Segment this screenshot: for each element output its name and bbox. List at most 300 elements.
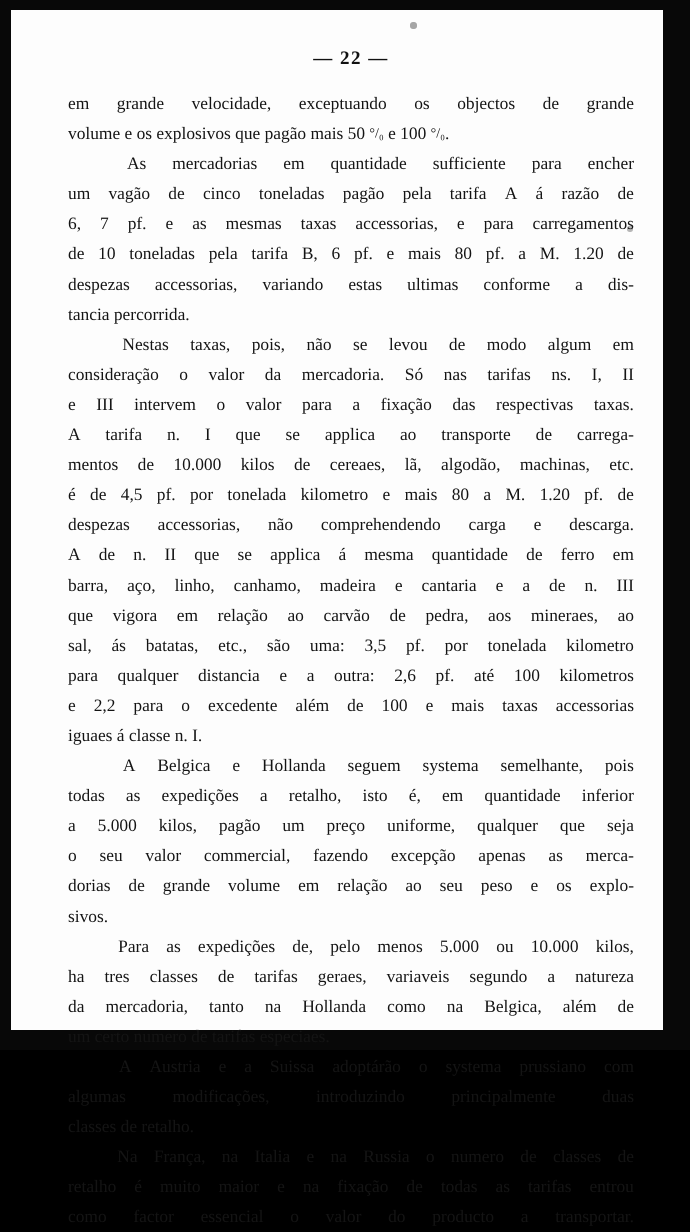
word: A [504,183,518,204]
word: é [134,1176,143,1197]
word: e [218,1056,227,1076]
word: o [68,845,77,866]
word: merca- [585,845,634,866]
word: introduzindo [315,1086,405,1107]
word: entrou [589,1176,634,1197]
word: de [137,454,155,475]
word: Hollanda [261,755,326,776]
word: tonelada [227,484,287,505]
word: quantidade [330,153,407,174]
paragraph [68,931,634,1051]
word: e [279,664,288,685]
word: grande [162,875,211,896]
word: canhamo, [233,574,301,595]
word: na [302,1176,320,1197]
word: despezas [68,514,130,535]
word: de [617,243,634,264]
word: cantaria [421,574,477,595]
word: conforme [483,273,551,294]
word: e [495,574,504,595]
word: 7 [100,213,109,234]
word: a [575,273,583,294]
word: tres [104,965,130,986]
word: na [221,1146,239,1167]
word: transporte [441,424,511,445]
word: toneladas [129,243,195,264]
word: sal, [68,634,92,655]
word: producto [432,1206,495,1227]
paragraph-indent [68,148,101,178]
word: kilometro [566,634,634,655]
word: os [556,875,572,896]
word: 6, [68,213,82,234]
word: velocidade, [191,93,272,113]
word: tarifas [487,363,531,384]
word: encher [587,153,634,174]
word: accessorias [555,694,634,715]
word: dis- [607,273,634,294]
word: consideração [68,363,159,384]
word: volume e os explosivos que pagão mais 50 °/₀ e 100 °/₀. [68,123,450,144]
word: modo [486,333,527,354]
word: levou [388,333,428,354]
word: em [612,544,634,565]
word: quantidade [431,544,509,565]
text-line [68,1141,634,1171]
word: kilometro [300,484,369,505]
word: mais [408,243,441,264]
word: principalmente [451,1086,556,1107]
text-line [68,238,634,268]
word: natureza [575,965,634,986]
word: grande [586,93,634,113]
word: 1.20 [573,243,604,264]
word: semelhante, [500,755,584,776]
word: de [542,93,560,113]
word: a [306,664,315,685]
word: aos [488,604,512,625]
word: ferro [560,544,595,565]
paragraph [68,1051,634,1141]
word: de [293,454,311,475]
word: mais [404,484,438,505]
word: adoptárão [332,1056,401,1076]
text-line [68,148,634,178]
word: não [306,333,332,354]
text-line [68,208,634,238]
word: estas [348,273,383,294]
word: seja [606,815,634,836]
word: os [414,93,430,113]
word: isto [362,785,388,806]
page-number: — 22 — [313,48,389,69]
word: do [388,1206,406,1227]
text-line [68,1021,634,1051]
word: tarifas [254,965,298,986]
text-line [68,901,634,931]
word: quantidade [484,785,561,806]
word: mineraes, [530,604,598,625]
word: França, [153,1146,206,1167]
word: transportar. [555,1206,634,1227]
word: carga [468,514,506,535]
word: para [133,694,164,715]
word: ao [287,604,304,625]
word: carrega- [576,424,634,445]
word: retalho, [288,785,342,806]
word: de, [292,935,314,956]
percent-sign: °/₀ [430,126,445,142]
word: ultimas [407,273,459,294]
word: são [266,634,291,655]
word: n. [584,574,598,595]
word: como [387,995,426,1016]
text-line [68,1171,634,1201]
word: mercadoria. [301,363,385,384]
word: expedições [161,785,239,806]
word: barra, [68,574,109,595]
word: um [68,183,91,204]
text-line [68,870,634,900]
word: Hollanda [302,995,367,1016]
word: pf. [127,213,147,234]
word: ao [405,875,422,896]
word: expedições [197,935,276,956]
word: variando [262,273,324,294]
word: As [126,153,147,174]
word: e [456,213,465,234]
word: fixação [380,393,432,414]
word: e [425,694,434,715]
word: é, [408,785,421,806]
word: A [118,1056,132,1076]
word: applica [270,544,321,565]
word: ao [399,424,417,445]
text-line [68,570,634,600]
word: 2,2 [93,694,116,715]
word: lã, [404,454,422,475]
word: á [535,183,544,204]
word: M. [539,243,560,264]
word: de [168,183,185,204]
word: Belgica [157,755,211,776]
word: pf. [485,243,505,264]
word: da [264,363,282,384]
word: de [389,604,406,625]
word: pf. [584,484,604,505]
word: factor [133,1206,174,1227]
word: a [518,243,527,264]
word: o [179,363,188,384]
word: para [301,393,332,414]
text-line [68,780,634,810]
word: muito [160,1176,201,1197]
word: ás [111,634,126,655]
word: valor [145,845,182,866]
word: etc., [218,634,248,655]
word: aço, [127,574,156,595]
word: peso [480,875,513,896]
word: Austria [149,1056,201,1076]
word: distancia [197,664,260,685]
word: III [96,393,114,414]
word: prussiano [519,1056,587,1076]
text-line [68,750,634,780]
word: III [616,574,634,595]
word: de [535,424,553,445]
word: e [533,514,542,535]
word: nas [443,363,467,384]
word: batatas, [145,634,199,655]
word: a [547,965,556,986]
word: em [441,785,464,806]
text-line [68,600,634,630]
paragraph [68,1141,634,1231]
word: M. [505,484,526,505]
text-block [68,10,634,1227]
word: pedra, [425,604,469,625]
word: despezas [68,273,130,294]
text-line [68,1111,634,1141]
word: A [68,544,81,565]
text-line [68,810,634,840]
word: se [237,544,252,565]
word: ns. [551,363,572,384]
word: de [617,183,634,204]
word: ha [68,965,85,986]
word: pagão [218,815,261,836]
paragraph-indent [68,1051,101,1081]
word: fazendo [313,845,369,866]
word: de [406,1176,423,1197]
text-line [68,1201,634,1231]
word: de [617,995,634,1016]
text-line [68,299,634,329]
text-line [68,931,634,961]
word: como [68,1206,107,1227]
word: e [394,574,403,595]
word: excepção [390,845,456,866]
word: que [235,424,261,445]
word: em [176,604,199,625]
word: á [338,544,347,565]
word: carvão [323,604,370,625]
word: classes de retalho. [68,1116,195,1137]
word: qualquer [477,815,538,836]
word: pela [402,183,432,204]
word: essencial [200,1206,264,1227]
word: 4,5 [120,484,143,505]
word: inferior [581,785,634,806]
word: carregamentos [532,213,634,234]
word: em [68,93,90,113]
word: a [520,1206,529,1227]
text-line [68,840,634,870]
word: kilos, [595,935,634,956]
paragraph-indent [68,750,101,780]
text-line [68,329,634,359]
word: kilos [240,454,275,475]
word: n. [133,544,147,565]
word: 10 [98,243,116,264]
word: 100 [381,694,408,715]
word: as [192,213,207,234]
word: sufficiente [432,153,506,174]
word: explo- [589,875,634,896]
word: o [181,694,190,715]
word: vagão [108,183,151,204]
text-line [68,118,634,148]
word: se [285,424,301,445]
word: pois [604,755,634,776]
text-line [68,961,634,991]
word: Suissa [269,1056,315,1076]
word: mais [451,694,485,715]
word: qualquer [117,664,179,685]
word: valor [208,363,245,384]
word: 5.000 [439,935,480,956]
word: outra: [334,664,375,685]
word: accessorias, [157,514,241,535]
word: para [68,664,98,685]
word: 5.000 [97,815,137,836]
word: por [444,634,468,655]
word: Italia [254,1146,291,1167]
paragraph [68,750,634,931]
word: da [68,995,85,1016]
text-line [68,178,634,208]
word: tonelada [487,634,547,655]
word: uma: [309,634,345,655]
word: para [531,153,562,174]
word: accessorias, [355,213,438,234]
word: se [352,333,368,354]
word: dorias [68,875,111,896]
word: valor [245,393,282,414]
word: A [68,424,81,445]
word: sivos. [68,905,109,926]
word: é [68,484,76,505]
word: o [216,393,226,414]
word: algumas [68,1086,126,1107]
word: apenas [478,845,526,866]
word: de [217,965,235,986]
word: pagão [342,183,385,204]
word: por [189,484,214,505]
word: de [526,544,543,565]
word: modificações, [172,1086,270,1107]
word: 6 [331,243,341,264]
word: mesma [364,544,414,565]
word: um [282,815,305,836]
word: 3,5 [364,634,387,655]
word: na [264,995,282,1016]
text-line [68,269,634,299]
word: Belgica, [484,995,542,1016]
word: Para [118,935,150,956]
word: vigora [112,604,158,625]
paragraph-indent [68,329,101,359]
word: na [446,995,464,1016]
word: linho, [174,574,215,595]
word: em [612,333,634,354]
word: pf. [156,484,176,505]
word: Nestas [122,333,169,354]
word: algum [547,333,592,354]
word: excedente [207,694,278,715]
word: das [452,393,476,414]
word: Russia [363,1146,410,1167]
word: respectivas [496,393,574,414]
word: kilos, [158,815,197,836]
paragraph-indent [68,1141,101,1171]
word: de [520,1146,537,1167]
word: 100 [513,664,540,685]
word: descarga. [569,514,634,535]
word: taxas [502,694,538,715]
word: 1.20 [539,484,570,505]
word: pelo [330,935,361,956]
word: um certo numero de tarifas especiaes. [68,1025,330,1046]
word: 2,6 [394,664,416,685]
word: classes [553,1146,602,1167]
word: fixação [337,1176,389,1197]
word: e [68,393,76,414]
word: e [232,755,241,776]
word: e [382,484,391,505]
word: uniforme, [387,815,456,836]
word: iguaes á classe n. I. [68,724,203,745]
word: as [548,845,563,866]
word: geraes, [317,965,367,986]
word: 80 [454,243,472,264]
word: grande [116,93,165,113]
word: a [483,484,492,505]
word: I [204,424,211,445]
word: 10.000 [530,935,579,956]
word: razão [561,183,600,204]
text-line [68,991,634,1021]
word: tarifa [449,183,487,204]
word: II [622,363,634,384]
word: mesmas [225,213,282,234]
word: o [425,1146,435,1167]
text-line [68,1051,634,1081]
word: de [90,484,107,505]
word: madeira [319,574,376,595]
word: de [98,544,116,565]
word: as [166,935,181,956]
word: que [194,544,220,565]
word: ou [496,935,514,956]
text-line [68,449,634,479]
word: todas [68,785,105,806]
word: seu [439,875,463,896]
word: além [562,995,597,1016]
word: todas [440,1176,478,1197]
paragraph [68,329,634,750]
word: objectos [457,93,516,113]
word: taxas. [593,393,634,414]
word: de [448,333,466,354]
paragraph [68,88,634,148]
word: e [68,694,76,715]
word: I, [591,363,602,384]
word: applica [324,424,376,445]
word: machinas, [519,454,590,475]
word: até [473,664,495,685]
word: kilometros [559,664,634,685]
